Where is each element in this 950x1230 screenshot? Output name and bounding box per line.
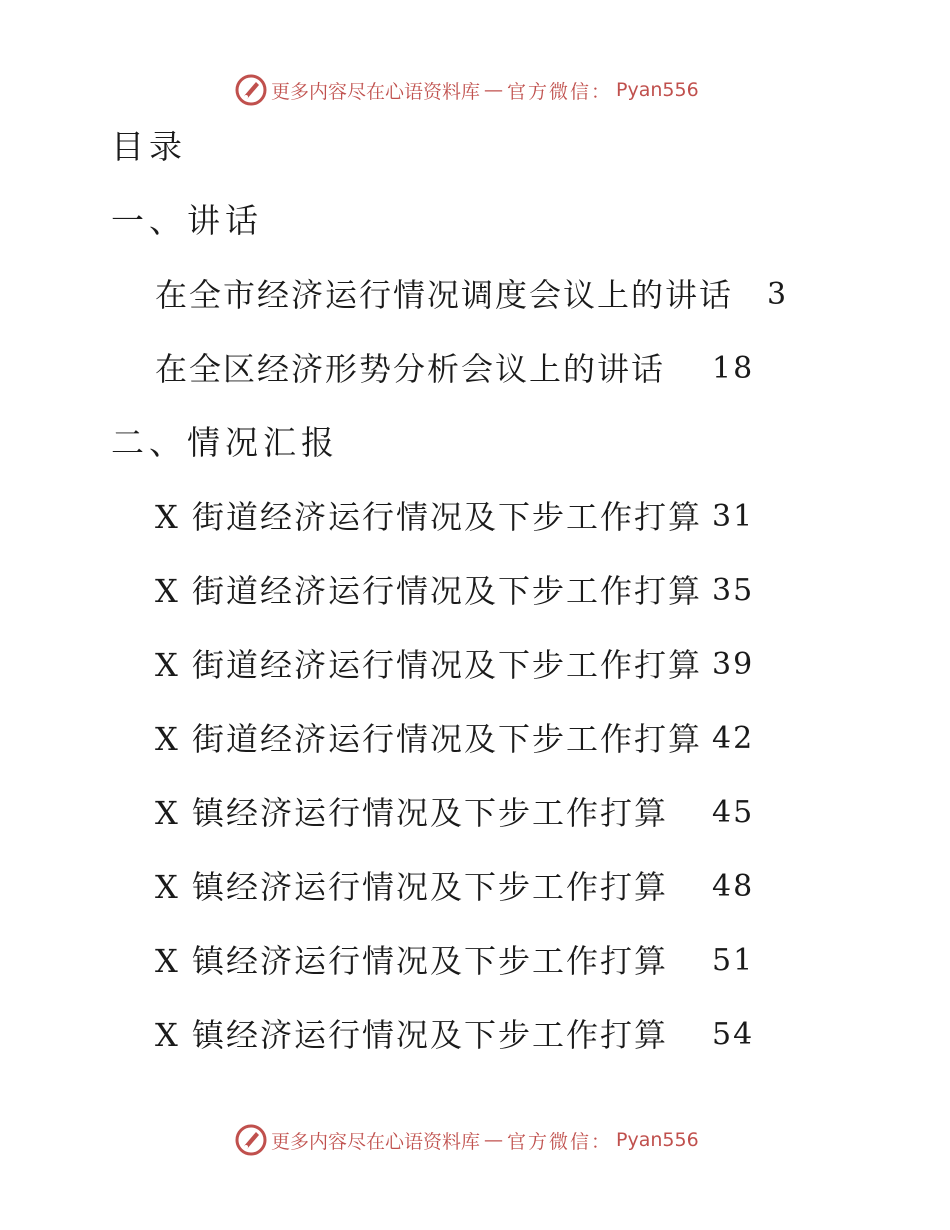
- pen-logo-icon: [235, 74, 267, 106]
- toc-entry-page: 31: [712, 499, 755, 534]
- section-heading: 二、情况汇报: [111, 423, 339, 462]
- banner-wechat-id: Pyan556: [616, 79, 699, 101]
- toc-entry-title: X 街道经济运行情况及下步工作打算: [155, 498, 702, 536]
- banner-dash: —: [484, 1129, 504, 1151]
- banner-wechat-id: Pyan556: [616, 1129, 699, 1151]
- toc-entry-title: X 街道经济运行情况及下步工作打算: [155, 572, 702, 610]
- toc-entry-page: 42: [712, 721, 755, 756]
- toc-entry-page: 18: [712, 351, 755, 386]
- footer-banner: [235, 1122, 699, 1158]
- toc-entry-page: 35: [712, 573, 755, 608]
- toc-entry-title: X 镇经济运行情况及下步工作打算: [155, 794, 668, 832]
- toc-entry-page: 48: [712, 869, 755, 904]
- pen-logo-icon: [235, 1124, 267, 1156]
- toc-entry-title: X 街道经济运行情况及下步工作打算: [155, 646, 702, 684]
- toc-entry-title: 在全区经济形势分析会议上的讲话: [155, 350, 666, 388]
- toc-entry-page: 54: [712, 1017, 755, 1052]
- toc-entry-title: X 镇经济运行情况及下步工作打算: [155, 868, 668, 906]
- toc-entry-title: X 街道经济运行情况及下步工作打算: [155, 720, 702, 758]
- banner-wechat-label: 官方微信：: [507, 80, 613, 103]
- toc-entry-title: 在全市经济运行情况调度会议上的讲话: [155, 276, 734, 314]
- banner-wechat-label: 官方微信：: [507, 1130, 613, 1153]
- toc-title: 目录: [111, 127, 187, 166]
- toc-entry-page: 39: [712, 647, 755, 682]
- toc-entry-page: 51: [712, 943, 755, 978]
- banner-dash: —: [484, 79, 504, 101]
- header-banner: [235, 72, 699, 108]
- banner-slogan: 更多内容尽在心语资料库: [271, 1130, 481, 1153]
- toc-entry-page: 3: [767, 277, 789, 312]
- banner-slogan: 更多内容尽在心语资料库: [271, 80, 481, 103]
- toc-entry-title: X 镇经济运行情况及下步工作打算: [155, 942, 668, 980]
- section-heading: 一、讲话: [111, 201, 263, 240]
- toc-entry-page: 45: [712, 795, 755, 830]
- toc-entry-title: X 镇经济运行情况及下步工作打算: [155, 1016, 668, 1054]
